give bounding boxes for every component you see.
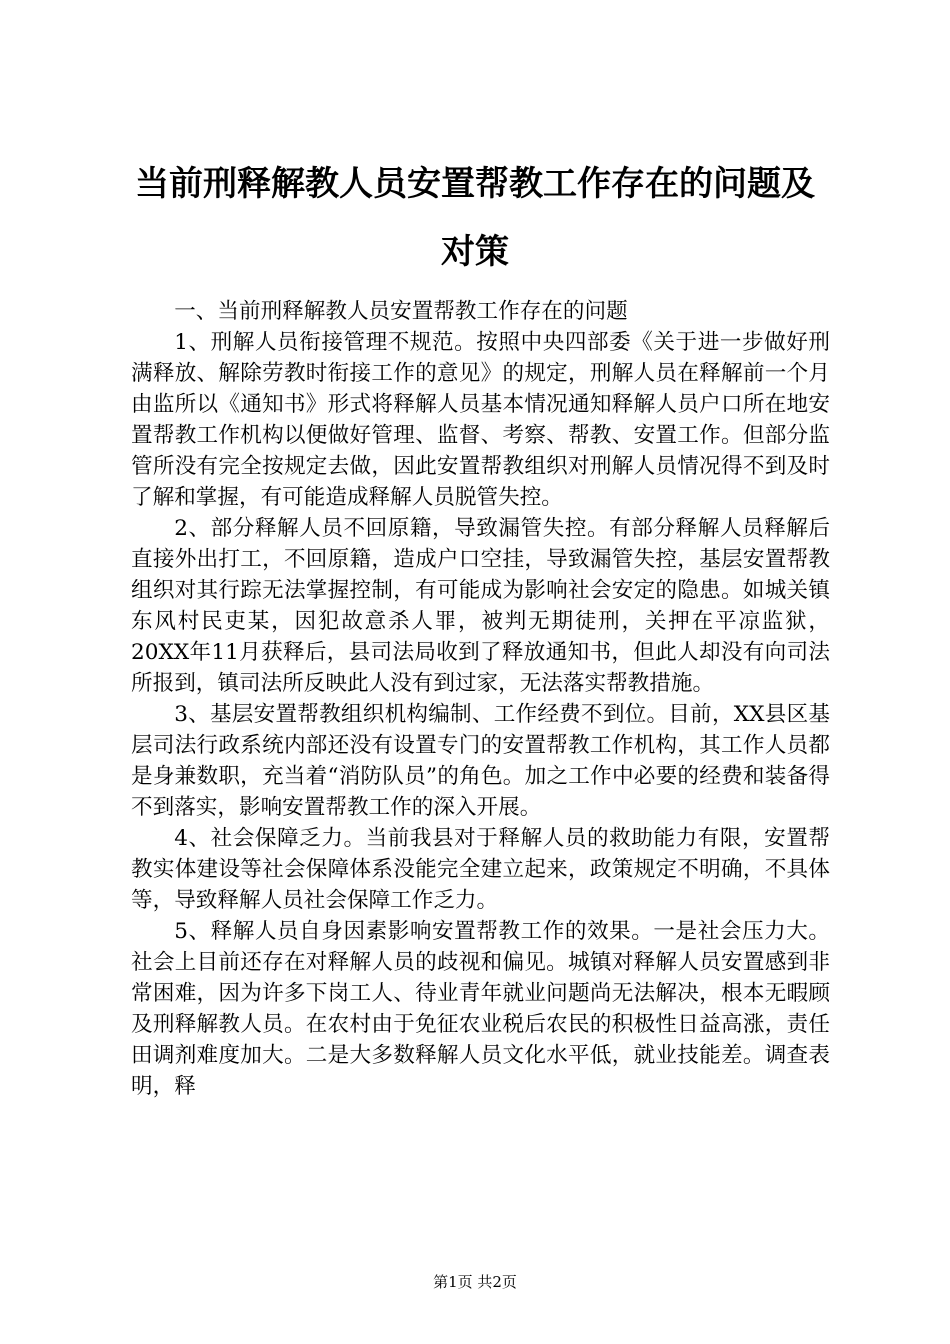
page-footer: 第1页 共2页	[433, 1273, 517, 1291]
title-line-2: 对策	[441, 232, 509, 272]
paragraph-3: 3、基层安置帮教组织机构编制、工作经费不到位。目前，XX县区基层司法行政系统内部还没有设置专门的安置帮教工作机构，其工作人员都是身兼数职，充当着“消防队员”的角色。加之工作中必要的经费和装备得不到落实，影响安置帮教工作的深入开展。	[131, 702, 830, 820]
paragraph-2: 2、部分释解人员不回原籍，导致漏管失控。有部分释解人员释解后直接外出打工，不回原籍，造成户口空挂，导致漏管失控，基层安置帮教组织对其行踪无法掌握控制，有可能成为影响社会安定的隐患。如城关镇东风村民吏某，因犯故意杀人罪，被判无期徒刑，关押在平凉监狱，20XX年11月获释后，县司法局收到了释放通知书，但此人却没有向司法所报到，镇司法所反映此人没有到过家，无法落实帮教措施。	[131, 516, 830, 696]
document-title	[110, 150, 840, 286]
paragraph-1: 1、刑解人员衔接管理不规范。按照中央四部委《关于进一步做好刑满释放、解除劳教时衔接工作的意见》的规定，刑解人员在释解前一个月由监所以《通知书》形式将释解人员基本情况通知释解人员户口所在地安置帮教工作机构以便做好管理、监督、考察、帮教、安置工作。但部分监管所没有完全按规定去做，因此安置帮教组织对刑解人员情况得不到及时了解和掌握，有可能造成释解人员脱管失控。	[131, 330, 830, 510]
title-line-1: 当前刑释解教人员安置帮教工作存在的问题及	[135, 164, 815, 204]
paragraph-5: 5、释解人员自身因素影响安置帮教工作的效果。一是社会压力大。社会上目前还存在对释解人员的歧视和偏见。城镇对释解人员安置感到非常困难，因为许多下岗工人、待业青年就业问题尚无法解决，根本无暇顾及刑释解教人员。在农村由于免征农业税后农民的积极性日益高涨，责任田调剂难度加大。二是大多数释解人员文化水平低，就业技能差。调查表明，释	[131, 919, 830, 1099]
section-heading: 一、当前刑释解教人员安置帮教工作存在的问题	[174, 299, 628, 324]
document-body	[131, 296, 830, 1102]
paragraph-4: 4、社会保障乏力。当前我县对于释解人员的救助能力有限，安置帮教实体建设等社会保障体系没能完全建立起来，政策规定不明确，不具体等，导致释解人员社会保障工作乏力。	[131, 826, 830, 913]
